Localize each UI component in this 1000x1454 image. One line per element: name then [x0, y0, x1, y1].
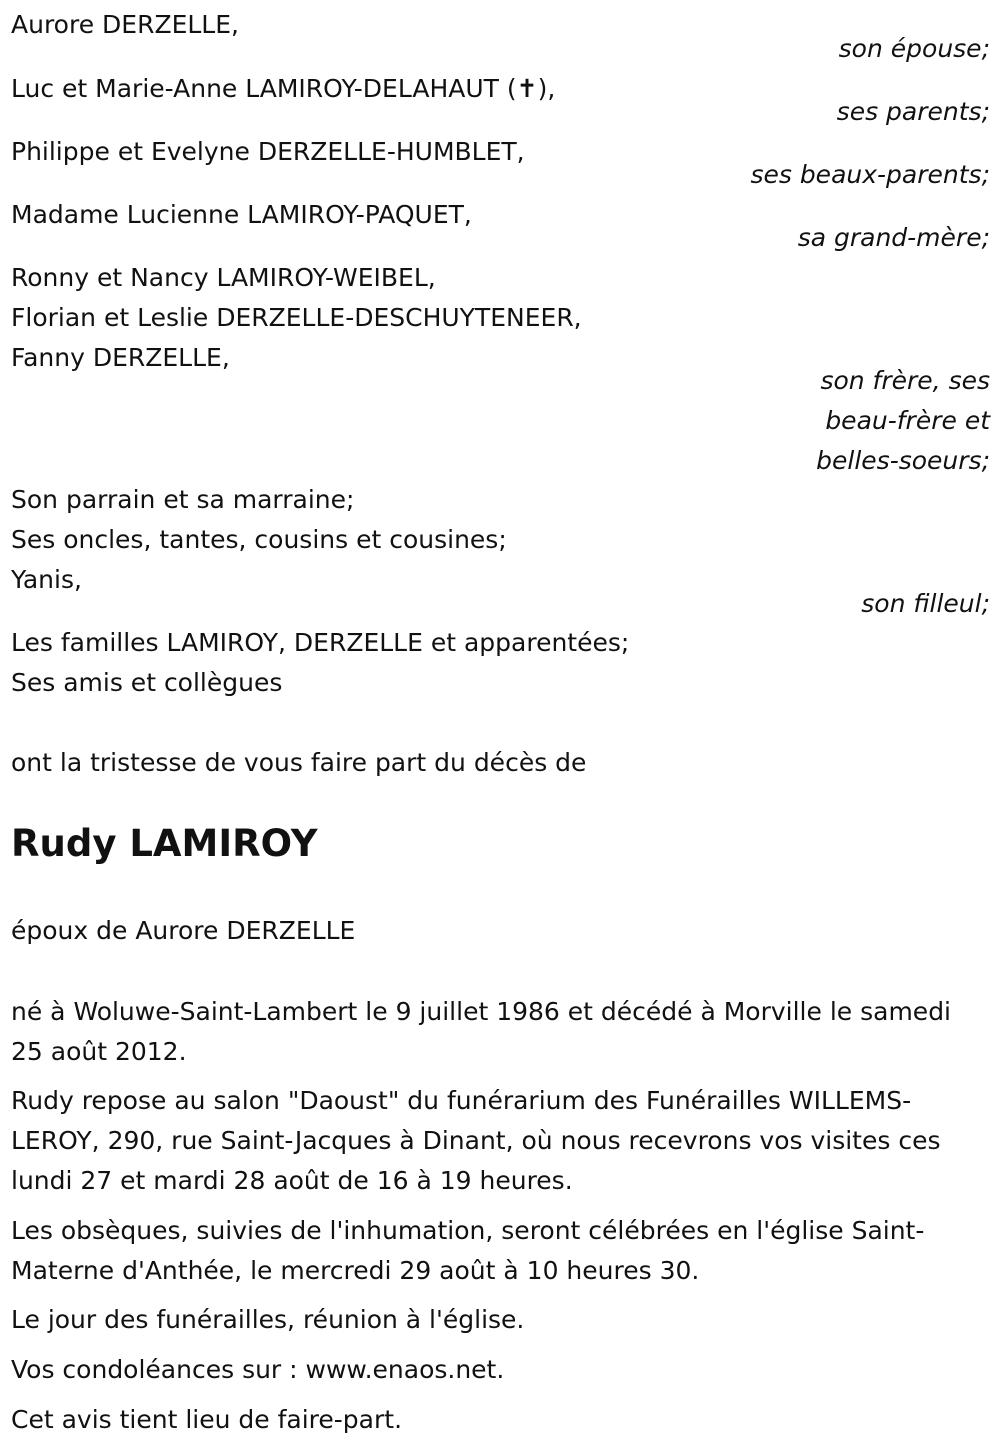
condolences-paragraph: Vos condoléances sur : www.enaos.net.	[11, 1355, 505, 1384]
birth-death-paragraph: né à Woluwe-Saint-Lambert le 9 juillet 1986 et décédé à Morville le samedi 25 août 2012.	[11, 997, 952, 1066]
family-line-in-laws: Philippe et Evelyne DERZELLE-HUMBLET,	[11, 137, 525, 166]
relation-siblings-3: belles-soeurs;	[816, 446, 990, 475]
family-line-friends: Ses amis et collègues	[11, 668, 283, 697]
spouse-line: époux de Aurore DERZELLE	[11, 916, 356, 945]
repose-paragraph: Rudy repose au salon "Daoust" du funérarium des Funérailles WILLEMS-LEROY, 290, rue Saint-Jacques à Dinant, où nous recevrons vos visites ces lundi 27 et mardi 28 août de 16 à 19 heures.	[11, 1086, 941, 1195]
family-line-brother: Ronny et Nancy LAMIROY-WEIBEL,	[11, 263, 436, 292]
funeral-paragraph: Les obsèques, suivies de l'inhumation, seront célébrées en l'église Saint-Materne d'Anthée, le mercredi 29 août à 10 heures 30.	[11, 1216, 925, 1285]
relation-parents: ses parents;	[836, 97, 990, 126]
family-line-godparents: Son parrain et sa marraine;	[11, 485, 355, 514]
family-line-wife: Aurore DERZELLE,	[11, 10, 239, 39]
relation-wife: son épouse;	[838, 34, 990, 63]
family-line-godson: Yanis,	[11, 565, 82, 594]
family-line-brother-in-law: Florian et Leslie DERZELLE-DESCHUYTENEER,	[11, 303, 582, 332]
family-line-parents: Luc et Marie-Anne LAMIROY-DELAHAUT (✝),	[11, 74, 556, 103]
family-line-families: Les familles LAMIROY, DERZELLE et apparentées;	[11, 628, 630, 657]
announcement-text: ont la tristesse de vous faire part du décès de	[11, 748, 587, 777]
relation-godson: son filleul;	[861, 589, 990, 618]
meeting-paragraph: Le jour des funérailles, réunion à l'église.	[11, 1305, 525, 1334]
notice-paragraph: Cet avis tient lieu de faire-part.	[11, 1405, 403, 1434]
deceased-name: Rudy LAMIROY	[11, 822, 318, 865]
relation-grandmother: sa grand-mère;	[797, 223, 990, 252]
family-line-relatives: Ses oncles, tantes, cousins et cousines;	[11, 525, 507, 554]
relation-siblings-2: beau-frère et	[825, 406, 990, 435]
relation-in-laws: ses beaux-parents;	[750, 160, 990, 189]
family-line-sister-in-law: Fanny DERZELLE,	[11, 343, 230, 372]
relation-siblings-1: son frère, ses	[820, 366, 990, 395]
family-line-grandmother: Madame Lucienne LAMIROY-PAQUET,	[11, 200, 472, 229]
